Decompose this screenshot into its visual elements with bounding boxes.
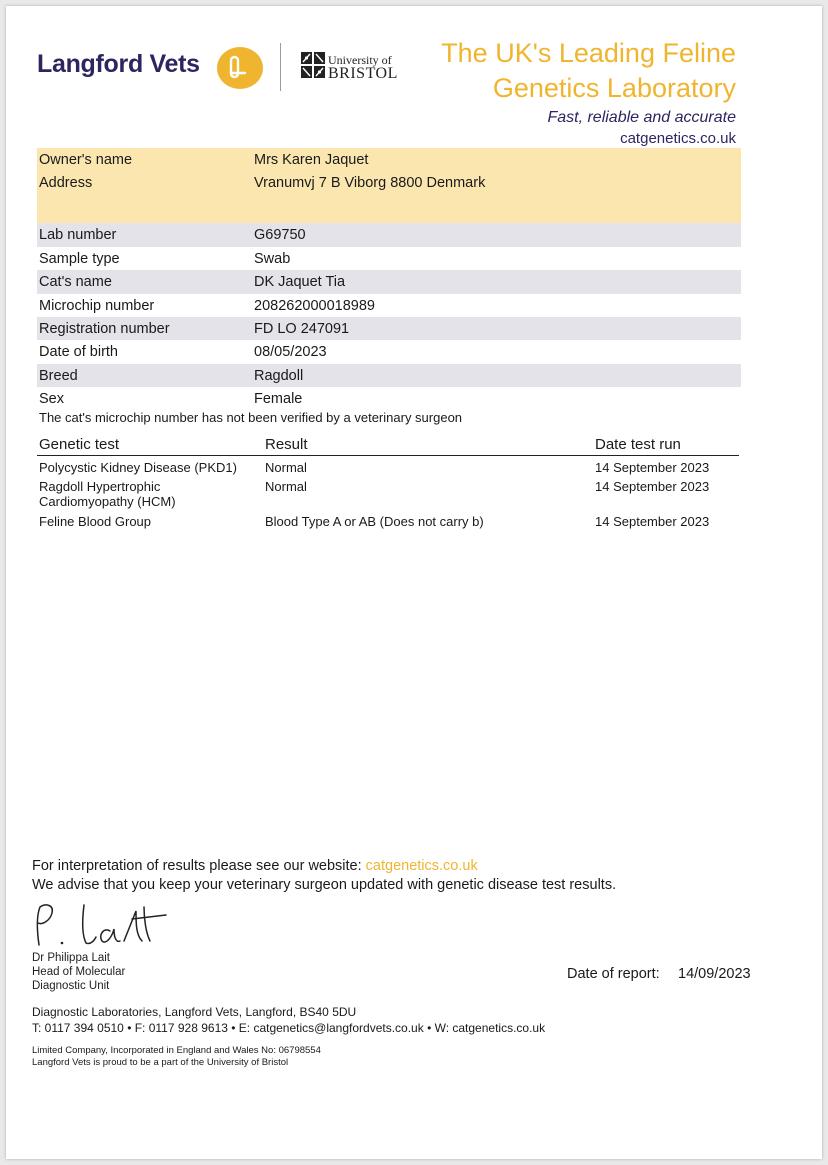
genetic-results-table	[37, 436, 739, 529]
signature	[32, 899, 172, 951]
sample-type-label: Sample type	[39, 250, 120, 267]
langford-logo-icon	[213, 46, 263, 90]
header-divider	[280, 43, 281, 91]
address-value: Vranumvj 7 B Viborg 8800 Denmark	[254, 175, 486, 192]
info-row	[37, 270, 741, 293]
genetic-table-header	[37, 436, 739, 456]
lab-number-label: Lab number	[39, 227, 117, 244]
signatory-title: Diagnostic Unit	[32, 980, 110, 992]
info-row	[37, 340, 741, 363]
signatory	[32, 951, 125, 993]
info-row	[37, 247, 741, 270]
sample-type-value: Swab	[254, 250, 291, 267]
test-name: Feline Blood Group	[39, 514, 152, 529]
report-page	[6, 6, 822, 1159]
header-genetic-test: Genetic test	[39, 436, 120, 453]
table-row	[37, 475, 739, 510]
test-result: Blood Type A or AB (Does not carry b)	[265, 514, 484, 529]
website-link[interactable]: catgenetics.co.uk	[365, 858, 478, 874]
signatory-title: Head of Molecular	[32, 966, 126, 978]
header-date-test-run: Date test run	[595, 436, 681, 453]
signatory-name: Dr Philippa Lait	[32, 952, 110, 964]
lab-address: Diagnostic Laboratories, Langford Vets, Langford, BS40 5DU	[32, 1005, 357, 1019]
dob-label: Date of birth	[39, 344, 118, 361]
report-date-label: Date of report:	[567, 966, 660, 982]
microchip-label: Microchip number	[39, 297, 155, 314]
breed-label: Breed	[39, 367, 78, 384]
test-name: Polycystic Kidney Disease (PKD1)	[39, 460, 237, 475]
test-date: 14 September 2023	[595, 460, 710, 475]
owner-row	[37, 148, 741, 171]
interpretation-text: For interpretation of results please see our website:	[32, 858, 366, 874]
test-result: Normal	[265, 460, 307, 475]
info-row	[37, 223, 741, 246]
brand-name: Langford Vets	[37, 50, 200, 78]
headline-line2: Genetics Laboratory	[492, 73, 736, 103]
headline	[441, 36, 736, 106]
lab-contact: T: 0117 394 0510 • F: 0117 928 9613 • E: catgenetics@langfordvets.co.uk • W: catgenetics.co.uk	[32, 1021, 546, 1035]
advice-text: We advise that you keep your veterinary surgeon updated with genetic disease test results.	[32, 877, 617, 893]
university-affiliation: Langford Vets is proud to be a part of the University of Bristol	[32, 1057, 289, 1068]
lab-number-value: G69750	[254, 227, 306, 244]
legal-text	[32, 1045, 321, 1069]
test-date: 14 September 2023	[595, 479, 710, 494]
microchip-note: The cat's microchip number has not been verified by a veterinary surgeon	[39, 410, 463, 425]
header-website: catgenetics.co.uk	[620, 130, 736, 147]
sex-value: Female	[254, 391, 303, 408]
headline-line1: The UK's Leading Feline	[441, 38, 736, 68]
address-label: Address	[39, 175, 93, 192]
registration-value: FD LO 247091	[254, 320, 350, 337]
test-date: 14 September 2023	[595, 514, 710, 529]
cat-name-value: DK Jaquet Tia	[254, 274, 346, 291]
tagline: Fast, reliable and accurate	[547, 109, 736, 126]
test-result: Normal	[265, 479, 307, 494]
microchip-value: 208262000018989	[254, 297, 375, 314]
info-row	[37, 294, 741, 317]
company-registration: Limited Company, Incorporated in England and Wales No: 06798554	[32, 1045, 321, 1056]
bristol-crest-icon	[300, 50, 326, 80]
table-row	[37, 510, 739, 529]
breed-value: Ragdoll	[254, 367, 304, 384]
report-date-value: 14/09/2023	[678, 966, 751, 982]
info-row	[37, 387, 741, 410]
cat-info-table	[37, 148, 741, 411]
registration-label: Registration number	[39, 320, 170, 337]
info-row	[37, 317, 741, 340]
bristol-text: BRISTOL	[328, 65, 398, 82]
header-result: Result	[265, 436, 308, 453]
interpretation-line	[32, 858, 478, 874]
university-of-text: University of	[328, 53, 392, 67]
table-row	[37, 456, 739, 475]
test-name: Ragdoll Hypertrophic Cardiomyopathy (HCM)	[39, 479, 176, 509]
info-row	[37, 364, 741, 387]
owner-value: Mrs Karen Jaquet	[254, 152, 369, 168]
cat-name-label: Cat's name	[39, 274, 112, 291]
sex-label: Sex	[39, 391, 64, 408]
owner-label: Owner's name	[39, 152, 133, 168]
dob-value: 08/05/2023	[254, 344, 327, 361]
address-row	[37, 171, 741, 223]
